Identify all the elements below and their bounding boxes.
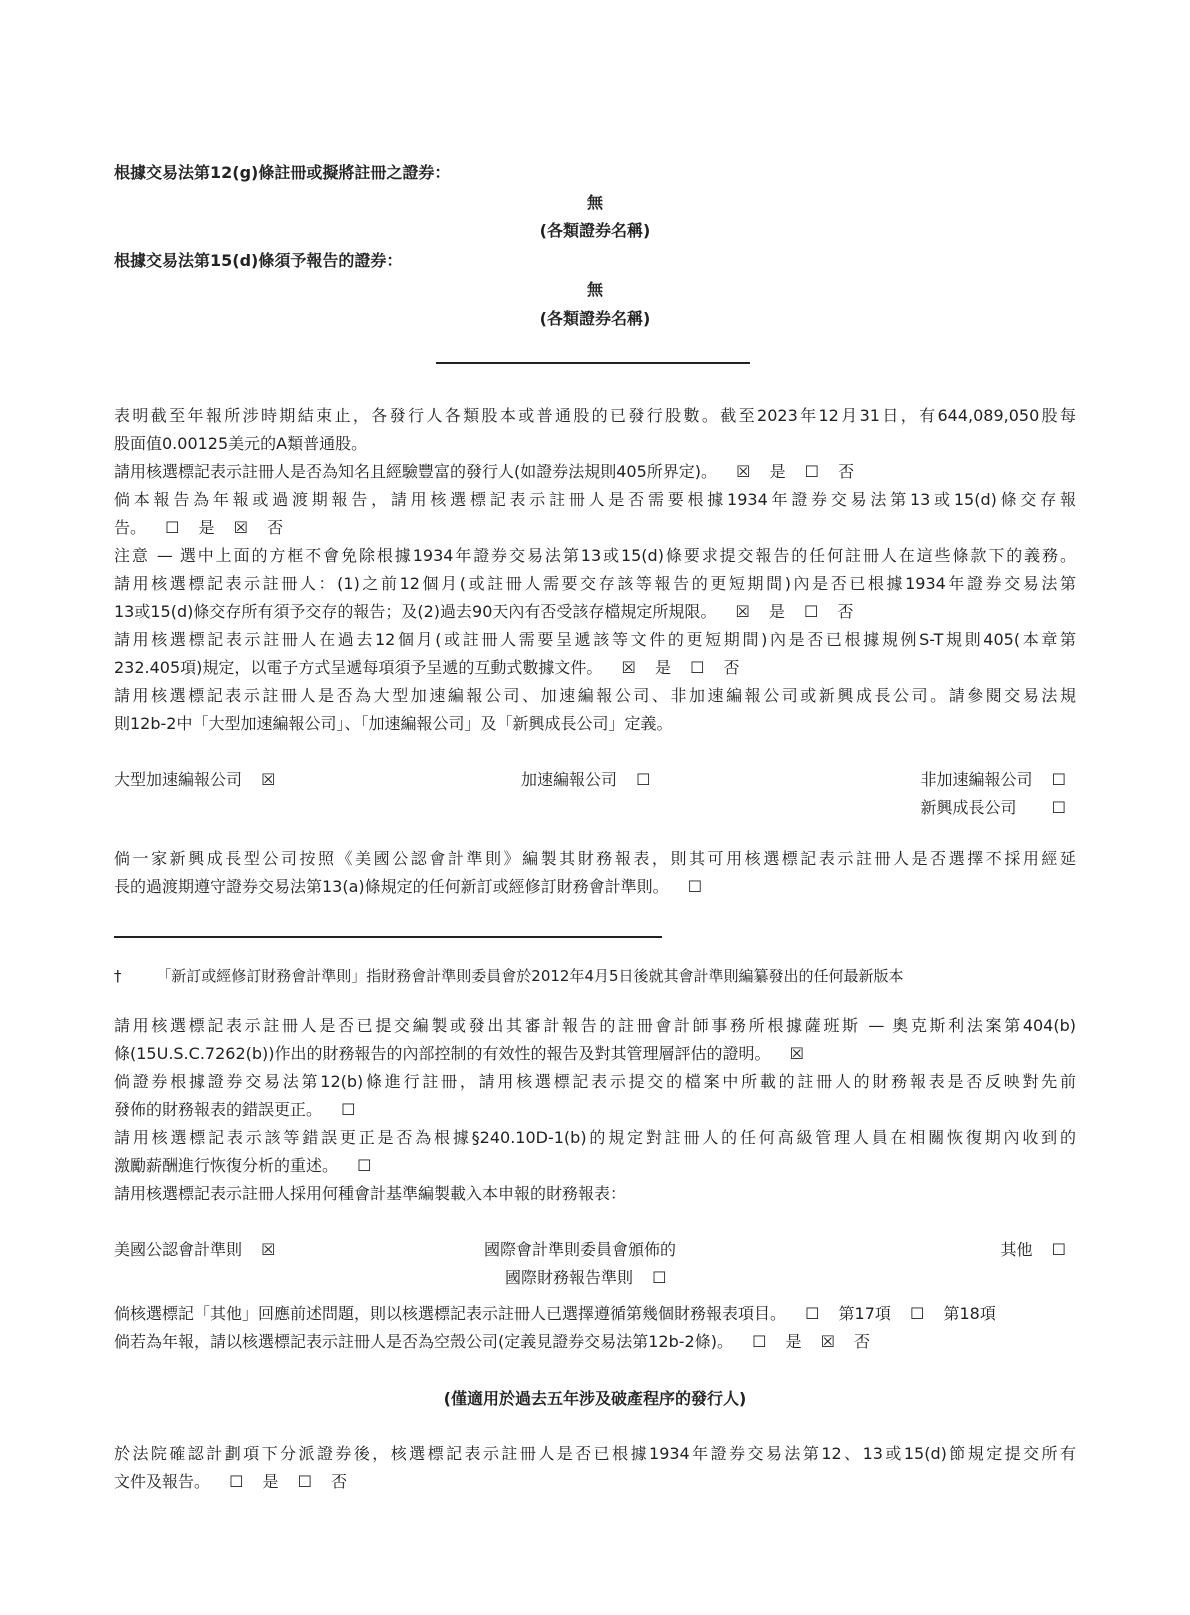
q-shell-no-checkbox[interactable]: ☒ bbox=[820, 1332, 835, 1351]
basis-usgaap-label: 美國公認會計準則 bbox=[114, 1240, 243, 1259]
q-interactive-yes-label: 是 bbox=[654, 658, 671, 677]
q-filed-no-label: 否 bbox=[837, 602, 854, 621]
sec15d-heading: 根據交易法第15(d)條須予報告的證券： bbox=[114, 251, 403, 270]
q-item bbox=[114, 1300, 1076, 1328]
filer-non-accelerated-checkbox[interactable]: ☐ bbox=[1051, 770, 1066, 789]
filer-large bbox=[114, 766, 275, 794]
q-auditor-checkbox[interactable]: ☒ bbox=[789, 1044, 804, 1063]
bankruptcy-no-checkbox[interactable]: ☐ bbox=[297, 1472, 312, 1491]
bankruptcy-no-label: 否 bbox=[331, 1472, 348, 1491]
q-filed-no-checkbox[interactable]: ☐ bbox=[804, 602, 819, 621]
basis-ifrs-checkbox[interactable]: ☐ bbox=[652, 1268, 667, 1287]
q-egc-line2-row bbox=[114, 873, 1076, 901]
q-restatement-checkbox[interactable]: ☐ bbox=[357, 1156, 372, 1175]
q-annual-yes-label: 是 bbox=[198, 518, 215, 537]
note-text: 注意 — 選中上面的方框不會免除根據1934年證券交易法第13或15(d)條要求提交報告的任何註冊人在這些條款下的義務。 bbox=[114, 546, 1076, 565]
q-filer-line1: 請用核選標記表示註冊人是否為大型加速編報公司、加速編報公司、非加速編報公司或新興成長公司。請參閱交易法規 bbox=[114, 686, 1076, 705]
q-basis: 請用核選標記表示註冊人採用何種會計基準編製載入本申報的財務報表： bbox=[114, 1184, 627, 1203]
q-annual-yes-checkbox[interactable]: ☐ bbox=[165, 518, 180, 537]
filer-emerging bbox=[921, 794, 1066, 822]
section-divider bbox=[436, 362, 750, 364]
q-filed-line2: 13或15(d)條交存所有須予交存的報告；及(2)過去90天內有否受該存檔規定所規限。 bbox=[114, 602, 717, 621]
shares-line2: 股面值0.00125美元的A類普通股。 bbox=[114, 434, 368, 453]
q-correction-line2-row bbox=[114, 1096, 1076, 1124]
q-auditor-line1: 請用核選標記表示註冊人是否已提交編製或發出其審計報告的註冊會計師事務所根據薩班斯 — 奧克斯利法案第404(b) bbox=[114, 1016, 1076, 1035]
q-shell-no-label: 否 bbox=[854, 1332, 871, 1351]
basis-ifrs bbox=[505, 1264, 666, 1292]
q-shell-yes-checkbox[interactable]: ☐ bbox=[752, 1332, 767, 1351]
q-interactive-line2-row bbox=[114, 654, 1076, 682]
q-correction-line2: 發佈的財務報表的錯誤更正。 bbox=[114, 1100, 323, 1119]
q-restatement-line2-row bbox=[114, 1152, 1076, 1180]
basis-other-checkbox[interactable]: ☐ bbox=[1051, 1240, 1066, 1259]
sec12g-heading: 根據交易法第12(g)條註冊或擬將註冊之證券： bbox=[114, 163, 451, 182]
q-annual-line1: 倘本報告為年報或過渡期報告，請用核選標記表示註冊人是否需要根據1934年證券交易法第13或15(d)條交存報 bbox=[114, 490, 1076, 509]
q-item17-label: 第17項 bbox=[838, 1304, 891, 1323]
q-annual-no-checkbox[interactable]: ☒ bbox=[233, 518, 248, 537]
filer-non-accelerated-label: 非加速編報公司 bbox=[920, 770, 1033, 789]
sec12g-value: 無 bbox=[586, 193, 603, 212]
q-shell-text: 倘若為年報，請以核選標記表示註冊人是否為空殼公司(定義見證券交易法第12b-2條)。 bbox=[114, 1332, 733, 1351]
q-filed-yes-label: 是 bbox=[768, 602, 785, 621]
filer-non-accelerated bbox=[921, 766, 1066, 794]
q-interactive-no-label: 否 bbox=[723, 658, 740, 677]
q-auditor-line2-row bbox=[114, 1040, 1076, 1068]
sec12g-caption: (各類證券名稱) bbox=[539, 221, 651, 240]
footnote-divider bbox=[114, 936, 662, 938]
bankruptcy-yes-label: 是 bbox=[262, 1472, 279, 1491]
sec15d-caption: (各類證券名稱) bbox=[539, 309, 651, 328]
q-restatement-line2: 激勵薪酬進行恢復分析的重述。 bbox=[114, 1156, 339, 1175]
q-item18-checkbox[interactable]: ☐ bbox=[910, 1304, 925, 1323]
basis-ifrs-line1: 國際會計準則委員會頒佈的 bbox=[484, 1240, 677, 1259]
q-correction-line1: 倘證券根據證券交易法第12(b)條進行註冊，請用核選標記表示提交的檔案中所載的註冊人的財務報表是否反映對先前 bbox=[114, 1072, 1076, 1091]
q-auditor-line2: 條(15U.S.C.7262(b))作出的財務報告的內部控制的有效性的報告及對其管理層評估的證明。 bbox=[114, 1044, 771, 1063]
footnote-text: 「新訂或經修訂財務會計準則」指財務會計準則委員會於2012年4月5日後就其會計準則編纂發出的任何最新版本 bbox=[156, 967, 904, 985]
q-shell bbox=[114, 1328, 1076, 1356]
sec15d-value: 無 bbox=[586, 280, 603, 299]
bankruptcy-line2: 文件及報告。 bbox=[114, 1472, 211, 1491]
q-seasoned-yes-label: 是 bbox=[769, 462, 786, 481]
filer-accelerated-checkbox[interactable]: ☐ bbox=[636, 770, 651, 789]
q-egc-checkbox[interactable]: ☐ bbox=[687, 877, 703, 896]
q-seasoned-yes-checkbox[interactable]: ☒ bbox=[736, 462, 751, 481]
q-seasoned-text: 請用核選標記表示註冊人是否為知名且經驗豐富的發行人(如證券法規則405所界定)。 bbox=[114, 462, 718, 481]
basis-other-label: 其他 bbox=[1000, 1240, 1033, 1259]
bankruptcy-line2-row bbox=[114, 1468, 1076, 1496]
footnote-mark: † bbox=[114, 967, 122, 985]
q-annual-line2-row bbox=[114, 514, 1076, 542]
q-seasoned-no-label: 否 bbox=[838, 462, 855, 481]
q-filed-yes-checkbox[interactable]: ☒ bbox=[735, 602, 750, 621]
q-annual-line2: 告。 bbox=[114, 518, 147, 537]
basis-usgaap-checkbox[interactable]: ☒ bbox=[261, 1240, 276, 1259]
bankruptcy-line1: 於法院確認計劃項下分派證券後，核選標記表示註冊人是否已根據1934年證券交易法第12、13或15(d)節規定提交所有 bbox=[114, 1444, 1076, 1463]
q-interactive-line2: 232.405項)規定，以電子方式呈遞每項須予呈遞的互動式數據文件。 bbox=[114, 658, 603, 677]
bankruptcy-yes-checkbox[interactable]: ☐ bbox=[229, 1472, 244, 1491]
q-shell-yes-label: 是 bbox=[785, 1332, 802, 1351]
filer-emerging-checkbox[interactable]: ☐ bbox=[1051, 798, 1066, 817]
q-item17-checkbox[interactable]: ☐ bbox=[805, 1304, 820, 1323]
basis-ifrs-label: 國際財務報告準則 bbox=[505, 1268, 634, 1287]
q-seasoned-no-checkbox[interactable]: ☐ bbox=[804, 462, 820, 481]
filer-accelerated-label: 加速編報公司 bbox=[521, 770, 618, 789]
q-restatement-line1: 請用核選標記表示該等錯誤更正是否為根據§240.10D-1(b)的規定對註冊人的任何高級管理人員在相關恢復期內收到的 bbox=[114, 1128, 1076, 1147]
shares-line1: 表明截至年報所涉時期結束止，各發行人各類股本或普通股的已發行股數。截至2023年12月31日，有644,089,050股每 bbox=[114, 406, 1076, 425]
q-filer-line2: 則12b-2中「大型加速編報公司」、「加速編報公司」及「新興成長公司」定義。 bbox=[114, 714, 673, 733]
q-filed-line1: 請用核選標記表示註冊人：(1)之前12個月(或註冊人需要交存該等報告的更短期間)內是否已根據1934年證券交易法第 bbox=[114, 574, 1076, 593]
q-correction-checkbox[interactable]: ☐ bbox=[341, 1100, 356, 1119]
filer-large-label: 大型加速編報公司 bbox=[114, 770, 243, 789]
q-seasoned bbox=[114, 458, 1076, 486]
q-annual-no-label: 否 bbox=[267, 518, 284, 537]
q-interactive-line1: 請用核選標記表示註冊人在過去12個月(或註冊人需要呈遞該等文件的更短期間)內是否已根據規例S-T規則405(本章第 bbox=[114, 630, 1076, 649]
footnote bbox=[114, 962, 1076, 990]
filer-large-checkbox[interactable]: ☒ bbox=[261, 770, 276, 789]
q-egc-line2: 長的過渡期遵守證券交易法第13(a)條規定的任何新訂或經修訂財務會計準則。 bbox=[114, 877, 669, 896]
filer-accelerated bbox=[521, 766, 650, 794]
bankruptcy-heading: (僅適用於過去五年涉及破產程序的發行人) bbox=[443, 1389, 747, 1408]
q-item18-label: 第18項 bbox=[943, 1304, 996, 1323]
q-filed-line2-row bbox=[114, 598, 1076, 626]
q-item-text: 倘核選標記「其他」回應前述問題，則以核選標記表示註冊人已選擇遵循第幾個財務報表項目。 bbox=[114, 1304, 787, 1323]
basis-usgaap bbox=[114, 1236, 275, 1264]
filer-emerging-label: 新興成長公司 bbox=[920, 798, 1017, 817]
q-interactive-yes-checkbox[interactable]: ☒ bbox=[621, 658, 636, 677]
q-egc-line1: 倘一家新興成長型公司按照《美國公認會計準則》編製其財務報表，則其可用核選標記表示註冊人是否選擇不採用經延 bbox=[114, 849, 1076, 868]
q-interactive-no-checkbox[interactable]: ☐ bbox=[690, 658, 705, 677]
basis-other bbox=[1001, 1236, 1066, 1264]
